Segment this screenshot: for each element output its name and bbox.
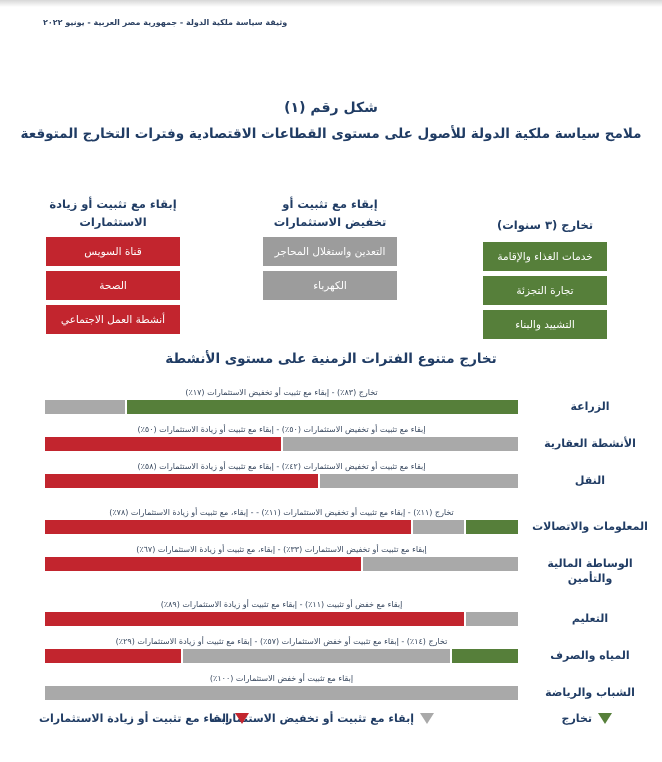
sector-box: التشييد والبناء xyxy=(483,310,607,339)
document-header-note: وثيقة سياسة ملكية الدولة - جمهورية مصر العربية - يونيو ٢٠٢٢ xyxy=(43,18,288,27)
column-boxes xyxy=(263,237,397,300)
chart-row xyxy=(0,388,662,430)
bar-annotation: تخارج (٨٣٪) - إبقاء مع تثبيت أو تخفيض الاستثمارات (١٧٪) xyxy=(185,388,378,397)
bar-segment-increase xyxy=(45,612,464,626)
column-keep-reduce-investments xyxy=(263,192,397,305)
bar-segment-reduce xyxy=(45,400,125,414)
bar-segment-increase xyxy=(45,649,181,663)
sector-box: تجارة التجزئة xyxy=(483,276,607,305)
activity-label: الوساطة المالية والتأمين xyxy=(547,557,633,585)
stacked-bar xyxy=(45,686,518,700)
sector-box: الصحة xyxy=(46,271,180,300)
stacked-bar xyxy=(45,520,518,534)
triangle-marker-icon xyxy=(598,713,612,724)
figure-title: ملامح سياسة ملكية الدولة للأصول على مستوى القطاعات الاقتصادية وفترات التخارج المتوقعة xyxy=(20,126,642,142)
bar-segment-exit xyxy=(127,400,518,414)
sector-box: الكهرباء xyxy=(263,271,397,300)
chart-row xyxy=(0,637,662,679)
bar-segment-reduce xyxy=(363,557,518,571)
triangle-marker-icon xyxy=(235,713,249,724)
stacked-bar xyxy=(45,649,518,663)
legend-label: تخارج xyxy=(561,712,592,725)
activity-label: الأنشطة العقارية xyxy=(544,437,636,450)
bar-segment-reduce xyxy=(45,686,518,700)
chart-row xyxy=(0,425,662,467)
legend-item-exit xyxy=(562,712,612,725)
activity-label: التعليم xyxy=(571,612,609,625)
sector-box: قناة السويس xyxy=(46,237,180,266)
bar-segment-increase xyxy=(45,474,318,488)
column-keep-increase-investments xyxy=(46,192,180,339)
page-top-shadow xyxy=(0,0,662,7)
bar-annotation: إبقاء مع خفض أو تثبيت (١١٪) - إبقاء مع تثبيت أو زيادة الاستثمارات (٨٩٪) xyxy=(160,600,403,609)
legend-label: إبقاء مع تثبيت أو زيادة الاستثمارات xyxy=(38,712,229,725)
bar-segment-reduce xyxy=(283,437,519,451)
bar-annotation: إبقاء مع تثبيت أو تخفيض الاستثمارات (٣٣٪) - إبقاء، مع تثبيت أو زيادة الاستثمارات (٦٧٪) xyxy=(136,545,427,554)
bar-annotation: تخارج (١٤٪) - إبقاء مع تثبيت أو خفض الاستثمارات (٥٧٪) - إبقاء مع تثبيت أو زيادة الاستثمارات (٢٩٪) xyxy=(115,637,448,646)
sector-box: التعدين واستغلال المحاجر xyxy=(263,237,397,266)
bar-segment-reduce xyxy=(320,474,518,488)
bar-segment-increase xyxy=(45,557,361,571)
activity-label: المعلومات والاتصالات xyxy=(532,520,648,533)
stacked-bar xyxy=(45,400,518,414)
legend-label: إبقاء مع تثبيت أو تخفيض الاستثمارات xyxy=(211,712,414,725)
bar-annotation: إبقاء مع تثبيت أو تخفيض الاستثمارات (٥٠٪) - إبقاء مع تثبيت أو زيادة الاستثمارات (٥٠٪) xyxy=(137,425,426,434)
bar-annotation: تخارج (١١٪) - إبقاء مع تثبيت أو تخفيض الاستثمارات (١١٪) - - إبقاء، مع تثبيت أو زيادة الاستثمارات (٧٨٪) xyxy=(109,508,454,517)
column-boxes xyxy=(483,242,607,339)
stacked-bar xyxy=(45,437,518,451)
bar-annotation: إبقاء مع تثبيت أو تخفيض الاستثمارات (٤٢٪) - إبقاء مع تثبيت أو زيادة الاستثمارات (٥٨٪) xyxy=(137,462,426,471)
activity-label: المياه والصرف xyxy=(550,649,630,662)
column-header: تخارج (٣ سنوات) xyxy=(496,217,594,232)
activity-label: النقل xyxy=(574,474,606,487)
bar-segment-reduce xyxy=(413,520,465,534)
chart-row xyxy=(0,508,662,550)
column-exit-3-years xyxy=(483,192,607,344)
chart-row xyxy=(0,600,662,642)
bar-segment-exit xyxy=(452,649,518,663)
chart-legend xyxy=(0,712,662,738)
activity-label: الزراعة xyxy=(570,400,610,413)
column-boxes xyxy=(46,237,180,334)
chart-row xyxy=(0,462,662,504)
bar-segment-exit xyxy=(466,520,518,534)
legend-item-increase xyxy=(39,712,249,725)
chart-row xyxy=(0,674,662,716)
column-header: إبقاء مع تثبيت أو تخفيض الاستثمارات xyxy=(273,196,387,229)
activity-label: الشباب والرياضة xyxy=(545,686,635,699)
sector-box: خدمات الغذاء والإقامة xyxy=(483,242,607,271)
bar-annotation: إبقاء مع تثبيت أو خفض الاستثمارات (١٠٠٪) xyxy=(209,674,354,683)
bar-segment-increase xyxy=(45,437,281,451)
sector-box: أنشطة العمل الاجتماعي xyxy=(46,305,180,334)
stacked-bar xyxy=(45,612,518,626)
bar-segment-reduce xyxy=(183,649,450,663)
chart-row xyxy=(0,545,662,587)
triangle-marker-icon xyxy=(420,713,434,724)
chart-title: تخارج متنوع الفترات الزمنية على مستوى الأنشطة xyxy=(165,351,497,367)
bar-segment-increase xyxy=(45,520,411,534)
column-header: إبقاء مع تثبيت أو زيادة الاستثمارات xyxy=(49,196,177,229)
stacked-bar xyxy=(45,557,518,571)
bar-segment-reduce xyxy=(466,612,518,626)
stacked-bar xyxy=(45,474,518,488)
figure-number: شكل رقم (١) xyxy=(284,100,378,116)
